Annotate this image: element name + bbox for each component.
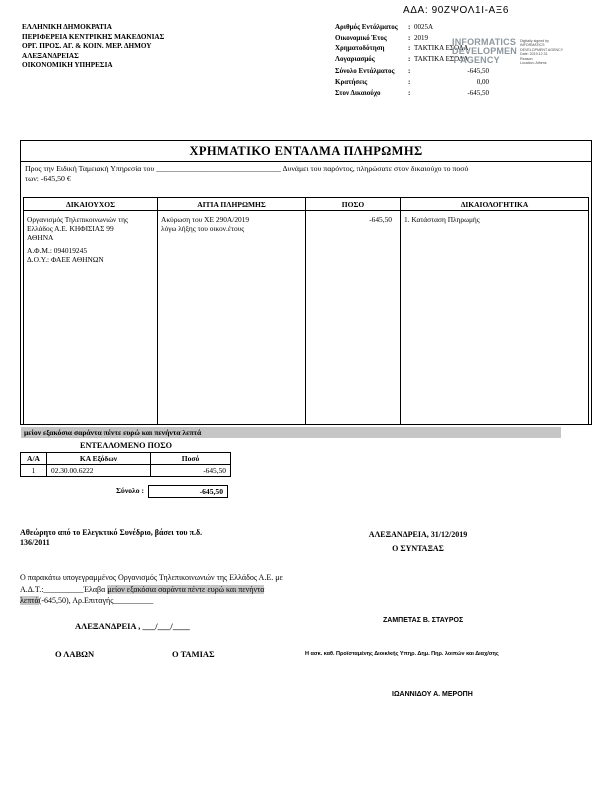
- col-header-expense-code: ΚΑ Εξόδων: [47, 453, 151, 465]
- field-label: Αριθμός Εντάλματος: [335, 23, 398, 31]
- field-row-order-number: [335, 22, 501, 33]
- col-header-amount: ΠΟΣΟ: [306, 198, 401, 211]
- stamp-small-line: Reason:: [520, 56, 534, 61]
- field-colon: :: [408, 54, 411, 63]
- field-label: Σύνολο Εντάλματος: [335, 67, 395, 76]
- audit-note-line: 136/2011: [20, 537, 50, 547]
- field-label: Οικονομικό Έτος: [335, 33, 387, 42]
- cheque-number-text: (-645,50), Αρ.Επιταγής: [38, 596, 114, 605]
- receipt-line: Ο παρακάτω υπογεγραμμένος Οργανισμός Τηλεπικοινωνιών της Ελλάδος Α.Ε. με: [20, 573, 283, 582]
- field-value: -645,50: [467, 88, 489, 97]
- cashier-label: Ο ΤΑΜΙΑΣ: [172, 649, 215, 659]
- supporting-documents-cell: [401, 211, 589, 425]
- ada-code: ΑΔΑ: 90ΖΨΟΛ1Ι-ΑΞ6: [403, 5, 510, 16]
- amount-words-highlight: λεπτά: [20, 596, 39, 605]
- stamp-small-line: Location: Athens: [520, 61, 547, 66]
- beneficiary-cell: [24, 211, 158, 425]
- document-title: ΧΡΗΜΑΤΙΚΟ ΕΝΤΑΛΜΑ ΠΛΗΡΩΜΗΣ: [21, 141, 591, 162]
- order-intro: [21, 162, 591, 183]
- ordered-amount-row: [21, 465, 231, 477]
- beneficiary-line: Ελλάδος Α.Ε. ΚΗΦΙΣΙΑΣ 99: [27, 224, 114, 233]
- col-header-index: Α/Α: [21, 453, 47, 465]
- authority-line: ΑΛΕΞΑΝΔΡΕΙΑΣ: [22, 51, 79, 60]
- stamp-signature-details: [520, 38, 563, 65]
- field-value: ΤΑΚΤΙΚΑ ΕΣΟΔΑ: [414, 54, 469, 63]
- issuing-authority-block: [22, 23, 164, 71]
- field-colon: :: [408, 33, 411, 42]
- col-header-supporting-documents: ΔΙΚΑΙΟΛΟΓΗΤΙΚΑ: [401, 198, 589, 211]
- ordered-amount-title: ΕΝΤΕΛΛΟΜΕΝΟ ΠΟΣΟ: [80, 441, 172, 450]
- digital-signature-stamp: [452, 38, 574, 65]
- payment-order-box: [20, 140, 592, 425]
- stamp-small-line: DEVELOPMENT AGENCY: [520, 47, 564, 52]
- cashier-signature-name: ΖΑΜΠΕΤΑΣ Β. ΣΤΑΥΡΟΣ: [383, 617, 464, 624]
- beneficiary-line: ΑΘΗΝΑ: [27, 233, 54, 242]
- receipt-line: [20, 595, 365, 607]
- audit-exemption-note: [20, 528, 202, 548]
- beneficiary-vat-number: Α.Φ.Μ.: 094019245: [27, 246, 88, 255]
- receiver-label: Ο ΛΑΒΩΝ: [55, 649, 95, 659]
- stamp-small-line: Digitally signed by: [520, 39, 549, 43]
- document-item: 1. Κατάσταση Πληρωμής: [404, 215, 480, 224]
- expense-code: 02.30.00.6222: [47, 465, 151, 477]
- details-body-row: [24, 211, 589, 425]
- field-value: 2019: [414, 33, 428, 42]
- beneficiary-line: Οργανισμός Τηλεπικοινωνιών της: [27, 215, 128, 224]
- amount-cell: -645,50: [306, 211, 401, 425]
- amount-words-highlight: μείον εξακόσια σαράντα πέντε ευρώ και πενήντα: [107, 584, 265, 594]
- field-value: ΤΑΚΤΙΚΑ ΕΣΟΔΑ: [414, 44, 469, 53]
- payment-reason-cell: [158, 211, 306, 425]
- field-row-order-total: [335, 66, 501, 77]
- authority-line: ΕΛΛΗΝΙΚΗ ΔΗΜΟΚΡΑΤΙΑ: [22, 23, 112, 31]
- reason-line: λόγω λήξης του οικον.έτους: [161, 224, 245, 233]
- ordered-amount-total: [20, 485, 232, 498]
- field-label: Λογαριασμός: [335, 54, 375, 63]
- field-colon: :: [408, 44, 411, 53]
- field-colon: :: [408, 67, 411, 76]
- adt-blank: __________: [43, 584, 84, 594]
- authority-line: ΠΕΡΙΦΕΡΕΙΑ ΚΕΝΤΡΙΚΗΣ ΜΑΚΕΔΟΝΙΑΣ: [22, 32, 165, 41]
- order-intro-line: των: -645,50 €: [25, 173, 71, 183]
- drafter-label: Ο ΣΥΝΤΑΞΑΣ: [392, 543, 444, 553]
- field-value: 0,00: [476, 77, 489, 86]
- total-label: Σύνολο :: [115, 486, 144, 495]
- signature-date-blank: ΑΛΕΞΑΝΔΡΕΙΑ , ___/___/____: [75, 621, 190, 631]
- place-date: ΑΛΕΞΑΝΔΡΕΙΑ, 31/12/2019: [368, 530, 468, 539]
- officer-title: Η ασκ. καθ. Προϊσταμένης Διοικ/κής Υπηρ. Δημ. Πηρ. λοιπών και Διαχ/σης: [305, 651, 499, 657]
- order-intro-line: Προς την Ειδική Ταμειακή Υπηρεσία του ________________________________ Δυνάμει του παρόντος, πληρώσατε στον δικαιούχο το ποσό: [25, 164, 469, 173]
- col-header-sum: Ποσό: [151, 453, 231, 465]
- amount-in-words: μείον εξακόσια σαράντα πέντε ευρώ και πενήντα λεπτά: [21, 427, 561, 438]
- stamp-big-line: T AGENCY: [452, 55, 500, 65]
- field-colon: :: [408, 88, 411, 97]
- field-label: Κρατήσεις: [335, 77, 368, 86]
- place-date-block: [352, 528, 484, 555]
- receipt-line: [20, 584, 365, 596]
- stamp-big-line: DEVELOPMEN: [452, 46, 518, 56]
- stamp-big-line: INFORMATICS: [452, 37, 517, 47]
- stamp-small-line: Date: 2019.12.31: [520, 52, 548, 57]
- row-index: 1: [21, 465, 47, 477]
- field-row-to-beneficiary: [335, 88, 501, 99]
- field-label: Στον Δικαιούχο: [335, 88, 381, 97]
- row-amount: -645,50: [151, 465, 231, 477]
- field-value: 0025Α: [414, 23, 434, 31]
- cheque-number-blank: __________: [113, 596, 154, 605]
- ordered-amount-table: [20, 452, 231, 477]
- total-value: -645,50: [148, 485, 228, 498]
- stamp-agency-name: [452, 38, 517, 65]
- col-header-beneficiary: ΔΙΚΑΙΟΥΧΟΣ: [24, 198, 158, 211]
- reason-line: Ακύρωση του ΧΕ 290Α/2019: [161, 215, 250, 224]
- adt-label: Α.Δ.Τ.:: [20, 584, 44, 594]
- field-colon: :: [408, 23, 411, 31]
- officer-name: ΙΩΑΝΝΙΔΟΥ Α. ΜΕΡΟΠΗ: [392, 691, 473, 698]
- authority-line: ΟΡΓ. ΠΡΟΣ. ΑΓ. & ΚΟΙΝ. ΜΕΡ. ΔΗΜΟΥ: [22, 42, 152, 51]
- field-row-withholdings: [335, 77, 501, 88]
- field-label: Χρηματοδότηση: [335, 44, 385, 53]
- receipt-declaration: [20, 572, 365, 607]
- ordered-amount-header-row: [21, 453, 231, 465]
- stamp-small-line: INFORMATICS: [520, 43, 545, 48]
- beneficiary-tax-office: Δ.Ο.Υ.: ΦΑΕΕ ΑΘΗΝΩΝ: [27, 255, 104, 264]
- ordered-amount-section: [20, 441, 232, 498]
- payment-details-table: [23, 197, 589, 424]
- field-colon: :: [408, 77, 411, 86]
- audit-note-line: Αθεώρητο από το Ελεγκτικό Συνέδριο, βάσει του π.δ.: [20, 528, 203, 537]
- field-value: -645,50: [467, 67, 489, 76]
- authority-line: ΟΙΚΟΝΟΜΙΚΗ ΥΠΗΡΕΣΙΑ: [22, 61, 113, 70]
- details-header-row: [24, 198, 589, 211]
- col-header-payment-reason: ΑΙΤΙΑ ΠΛΗΡΩΜΗΣ: [158, 198, 306, 211]
- received-word: Έλαβα: [83, 584, 108, 594]
